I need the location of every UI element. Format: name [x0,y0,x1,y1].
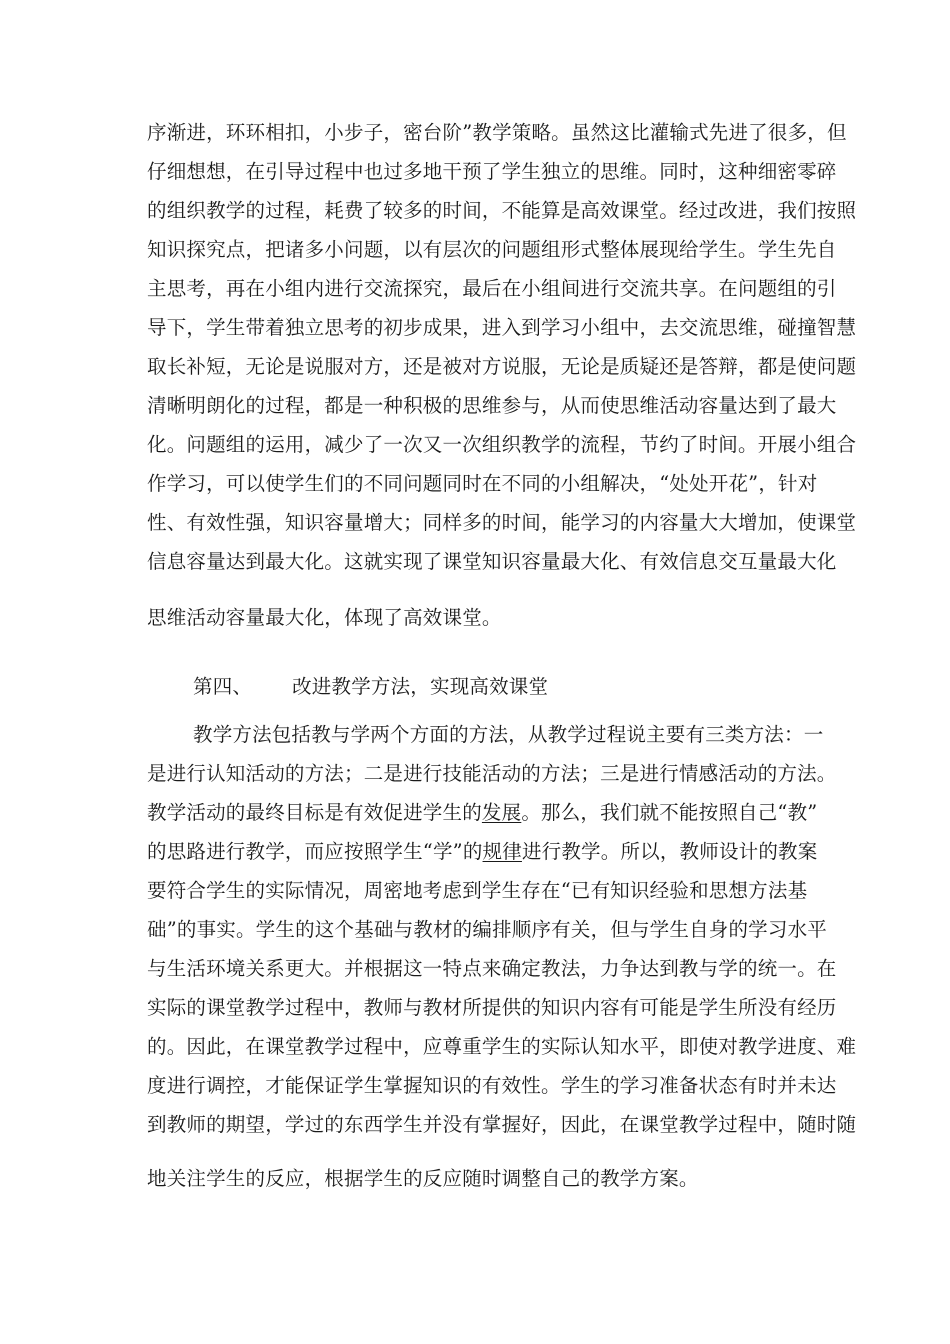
paragraph2-line: 度进行调控，才能保证学生掌握知识的有效性。学生的学习准备状态有时并未达 [147,1074,837,1097]
section-number: 第四、 [193,675,253,698]
text-run: 。那么，我们就不能按照自己“教” [521,801,818,824]
section-heading [193,674,548,700]
paragraph1-line: 信息容量达到最大化。这就实现了课堂知识容量最大化、有效信息交互量最大化 [147,550,837,573]
paragraph1-line: 知识探究点，把诸多小问题，以有层次的问题组形式整体展现给学生。学生先自 [147,238,837,261]
paragraph2-line: 础”的事实。学生的这个基础与教材的编排顺序有关，但与学生自身的学习水平 [147,918,827,941]
paragraph2-line: 教学方法包括教与学两个方面的方法，从教学过程说主要有三类方法：一 [193,723,824,746]
paragraph2-line: 地关注学生的反应，根据学生的反应随时调整自己的教学方案。 [147,1167,699,1190]
paragraph2-line: 实际的课堂教学过程中，教师与教材所提供的知识内容有可能是学生所没有经历 [147,996,837,1019]
paragraph1-line: 思维活动容量最大化，体现了高效课堂。 [147,606,502,629]
paragraph2-line: 的。因此，在课堂教学过程中，应尊重学生的实际认知水平，即使对教学进度、难 [147,1035,857,1058]
paragraph2-line [147,800,817,826]
text-run: 进行教学。所以，教师设计的教案 [521,840,818,863]
paragraph1-line: 作学习，可以使学生们的不同问题同时在不同的小组解决，“处处开花”，针对 [147,472,818,495]
paragraph1-line: 清晰明朗化的过程，都是一种积极的思维参与，从而使思维活动容量达到了最大 [147,394,837,417]
paragraph1-line: 的组织教学的过程，耗费了较多的时间，不能算是高效课堂。经过改进，我们按照 [147,199,857,222]
link-rule[interactable]: 规律 [482,840,522,863]
paragraph1-line: 序渐进，环环相扣，小步子，密台阶”教学策略。虽然这比灌输式先进了很多，但 [147,121,847,144]
paragraph2-line [147,839,817,865]
paragraph1-line: 取长补短，无论是说服对方，还是被对方说服，无论是质疑还是答辩，都是使问题 [147,355,857,378]
paragraph1-line: 主思考，再在小组内进行交流探究，最后在小组间进行交流共享。在问题组的引 [147,277,837,300]
paragraph1-line: 导下，学生带着独立思考的初步成果，进入到学习小组中，去交流思维，碰撞智慧 [147,316,857,339]
paragraph1-line: 仔细想想，在引导过程中也过多地干预了学生独立的思维。同时，这种细密零碎 [147,160,837,183]
paragraph2-line: 与生活环境关系更大。并根据这一特点来确定教法，力争达到教与学的统一。在 [147,957,837,980]
paragraph2-line: 要符合学生的实际情况，周密地考虑到学生存在“已有知识经验和思想方法基 [147,879,808,902]
paragraph2-line: 到教师的期望，学过的东西学生并没有掌握好，因此，在课堂教学过程中，随时随 [147,1113,857,1136]
text-run: 教学活动的最终目标是有效促进学生的 [147,801,482,824]
paragraph2-line: 是进行认知活动的方法；二是进行技能活动的方法；三是进行情感活动的方法。 [147,762,837,785]
paragraph1-line: 性、有效性强，知识容量增大；同样多的时间，能学习的内容量大大增加，使课堂 [147,511,857,534]
paragraph1-line: 化。问题组的运用，减少了一次又一次组织教学的流程，节约了时间。开展小组合 [147,433,857,456]
text-run: 的思路进行教学，而应按照学生“学”的 [147,840,483,863]
link-development[interactable]: 发展 [481,801,522,824]
section-title: 改进教学方法，实现高效课堂 [292,675,549,698]
